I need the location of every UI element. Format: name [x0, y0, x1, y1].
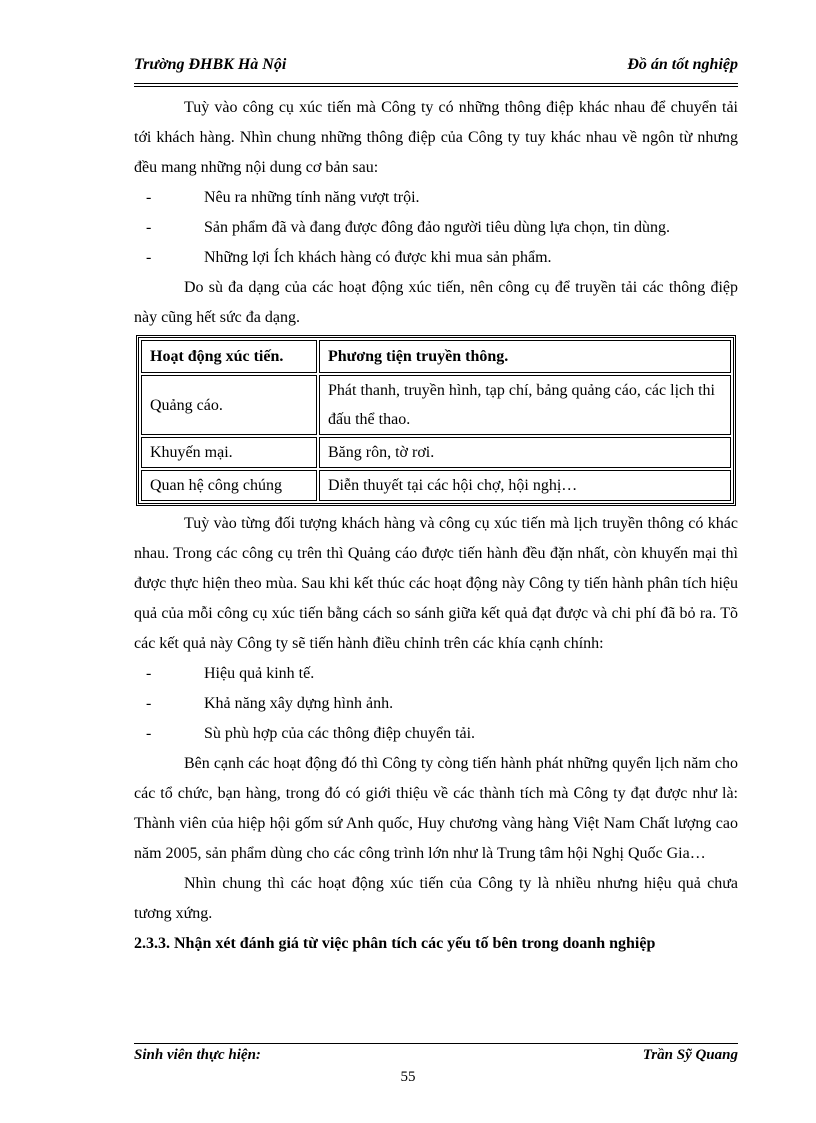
bullet-dash: - [146, 725, 152, 742]
list-item [134, 243, 738, 273]
footer-author: Trần Sỹ Quang [642, 1047, 738, 1063]
list-item-text: Khả năng xây dựng hình ảnh. [204, 695, 394, 712]
table-row [141, 437, 731, 468]
paragraph-1: Tuỳ vào công cụ xúc tiến mà Công ty có những thông điệp khác nhau để chuyển tải tới khách hàng. Nhìn chung những thông điệp của Công ty tuy khác nhau về ngôn từ nhưng đều mang những nội dung cơ bản sau: [134, 99, 738, 176]
bullet-list-2 [134, 659, 738, 749]
bullet-dash: - [146, 695, 152, 712]
header-doc-type: Đồ án tốt nghiệp [627, 56, 738, 73]
page-footer [134, 1047, 738, 1067]
list-item-text: Những lợi Ích khách hàng có được khi mua sản phẩm. [204, 249, 552, 266]
list-item [134, 689, 738, 719]
paragraph-3: Tuỳ vào từng đối tượng khách hàng và công cụ xúc tiến mà lịch truyền thông có khác nhau. Trong các công cụ trên thì Quảng cáo được tiến hành đều đặn nhất, còn khuyến mại thì được thực hiện theo mùa. Sau khi kết thúc các hoạt động này Công ty tiến hành phân tích hiệu quả của mỗi công cụ xúc tiến bằng cách so sánh giữa kết quả đạt được và chi phí đã bỏ ra. Tõ các kết quả này Công ty sẽ tiến hành điều chỉnh trên các khía cạnh chính: [134, 515, 738, 652]
list-item-text: Nêu ra những tính năng vượt trội. [204, 189, 420, 206]
list-item [134, 719, 738, 749]
table-cell: Diễn thuyết tại các hội chợ, hội nghị… [319, 470, 731, 501]
header-rule [134, 83, 738, 87]
paragraph-4: Bên cạnh các hoạt động đó thì Công ty còng tiến hành phát những quyển lịch năm cho các tổ chức, bạn hàng, trong đó có giới thiệu về các thành tích mà Công ty đạt được như là: Thành viên của hiệp hội gốm sứ Anh quốc, Huy chương vàng hàng Việt Nam Chất lượng cao năm 2005, sản phẩm dùng cho các công trình lớn như là Trung tâm hội Nghị Quốc Gia… [134, 755, 738, 862]
table-header-row [141, 340, 731, 373]
table-header-cell: Phương tiện truyền thông. [319, 340, 731, 373]
table-row [141, 375, 731, 435]
page-number: 55 [400, 1069, 416, 1085]
bullet-dash: - [146, 249, 152, 266]
bullet-dash: - [146, 189, 152, 206]
section-heading: 2.3.3. Nhận xét đánh giá từ việc phân tích các yếu tố bên trong doanh nghiệp [134, 935, 656, 952]
paragraph-2: Do sù đa dạng của các hoạt động xúc tiến, nên công cụ để truyền tải các thông điệp này cũng hết sức đa dạng. [134, 279, 738, 326]
bullet-dash: - [146, 665, 152, 682]
page-body [134, 93, 738, 959]
table-cell: Phát thanh, truyền hình, tạp chí, bảng quảng cáo, các lịch thi đấu thể thao. [319, 375, 731, 435]
page-header [134, 56, 738, 82]
list-item [134, 183, 738, 213]
footer-rule [134, 1043, 738, 1044]
table-header-cell: Hoạt động xúc tiến. [141, 340, 317, 373]
table-cell: Khuyến mại. [141, 437, 317, 468]
list-item [134, 213, 738, 243]
promotion-media-table [136, 335, 736, 506]
list-item-text: Sù phù hợp của các thông điệp chuyển tải. [204, 725, 476, 742]
list-item-text: Hiệu quả kinh tế. [204, 665, 315, 682]
header-school: Trường ĐHBK Hà Nội [134, 56, 287, 73]
footer-student-label: Sinh viên thực hiện: [134, 1047, 261, 1063]
table-cell: Quan hệ công chúng [141, 470, 317, 501]
table-cell: Quảng cáo. [141, 375, 317, 435]
bullet-dash: - [146, 219, 152, 236]
list-item-text: Sản phẩm đã và đang được đông đảo người tiêu dùng lựa chọn, tin dùng. [204, 219, 670, 236]
table-row [141, 470, 731, 501]
bullet-list-1 [134, 183, 738, 273]
paragraph-5: Nhìn chung thì các hoạt động xúc tiến của Công ty là nhiều nhưng hiệu quả chưa tương xứng. [134, 875, 738, 922]
list-item [134, 659, 738, 689]
table-cell: Băng rôn, tờ rơi. [319, 437, 731, 468]
